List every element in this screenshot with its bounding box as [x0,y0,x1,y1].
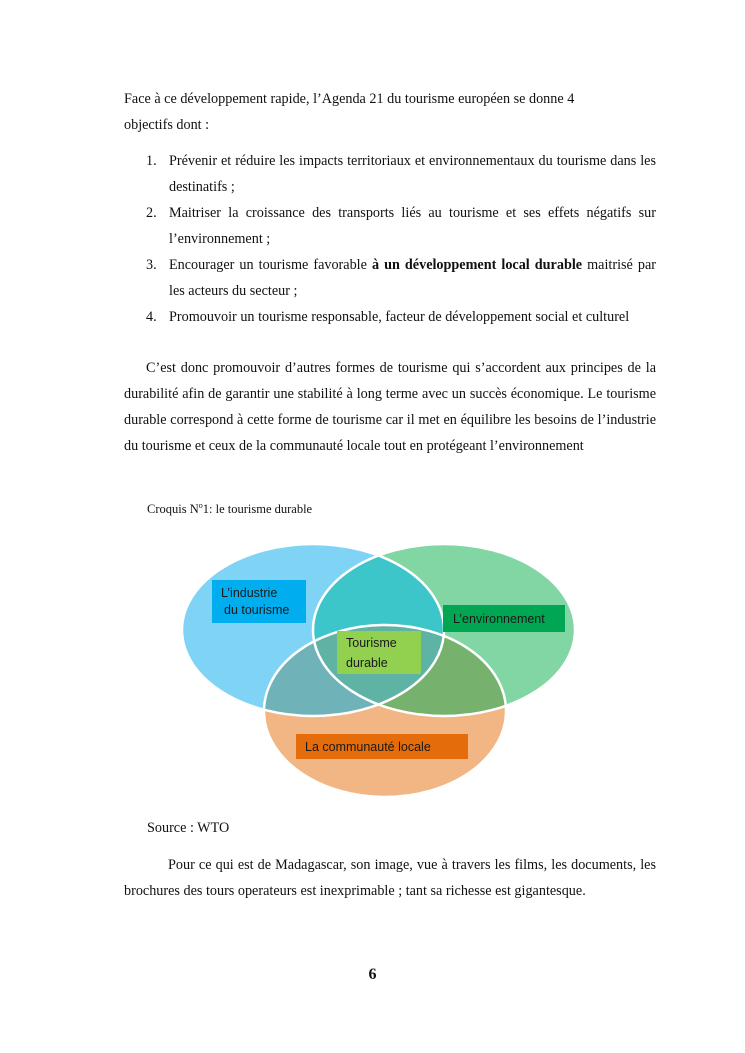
objective-text-bold: à un développement local durable [371,257,583,273]
objective-number: 4. [146,309,157,325]
body-paragraph-3: Pour ce qui est de Madagascar, son image, vue à travers les films, les documents, les brochures des tours operateurs est inexprimable ; tant sa richesse est gigantesque. [124,857,656,899]
caption-suffix: 1: le tourisme durable [202,502,313,516]
center-label-line2: durable [346,656,388,670]
industry-label-line2: du tourisme [224,603,290,617]
industry-label-line1: L’industrie [221,586,278,600]
objective-text: Promouvoir un tourisme responsable, facteur de développement social et culturel [169,309,630,325]
caption-prefix: Croquis N [147,502,199,516]
source-line: Source : WTO [147,820,230,836]
caption-sup: o [198,500,203,510]
environment-label: L’environnement [453,612,545,626]
objective-text-post: maitrisé par les acteurs du secteur ; [169,257,656,299]
intro-paragraph: Face à ce développement rapide, l’Agenda 21 du tourisme européen se donne 4 objectifs dont : [124,91,575,133]
objective-text-pre: Encourager un tourisme favorable [169,257,372,273]
objective-text: Prévenir et réduire les impacts territoriaux et environnementaux du tourisme dans les destinatifs ; [169,153,656,195]
objective-number: 1. [146,153,157,169]
community-label: La communauté locale [305,740,431,754]
objective-number: 3. [146,257,157,273]
page-number: 6 [368,966,377,983]
objective-text: Maitriser la croissance des transports liés au tourisme et ses effets négatifs sur l’environnement ; [169,205,656,247]
center-label-line1: Tourisme [346,636,397,650]
objective-number: 2. [146,205,157,221]
body-paragraph-2: C’est donc promouvoir d’autres formes de tourisme qui s’accordent aux principes de la durabilité afin de garantir une stabilité à long terme avec un succès économique. Le tourisme durable correspond à cette forme de tourisme car il met en équilibre les besoins de l’industrie du tourisme et ceux de la communauté locale tout en protégeant l’environnement [124,360,656,454]
